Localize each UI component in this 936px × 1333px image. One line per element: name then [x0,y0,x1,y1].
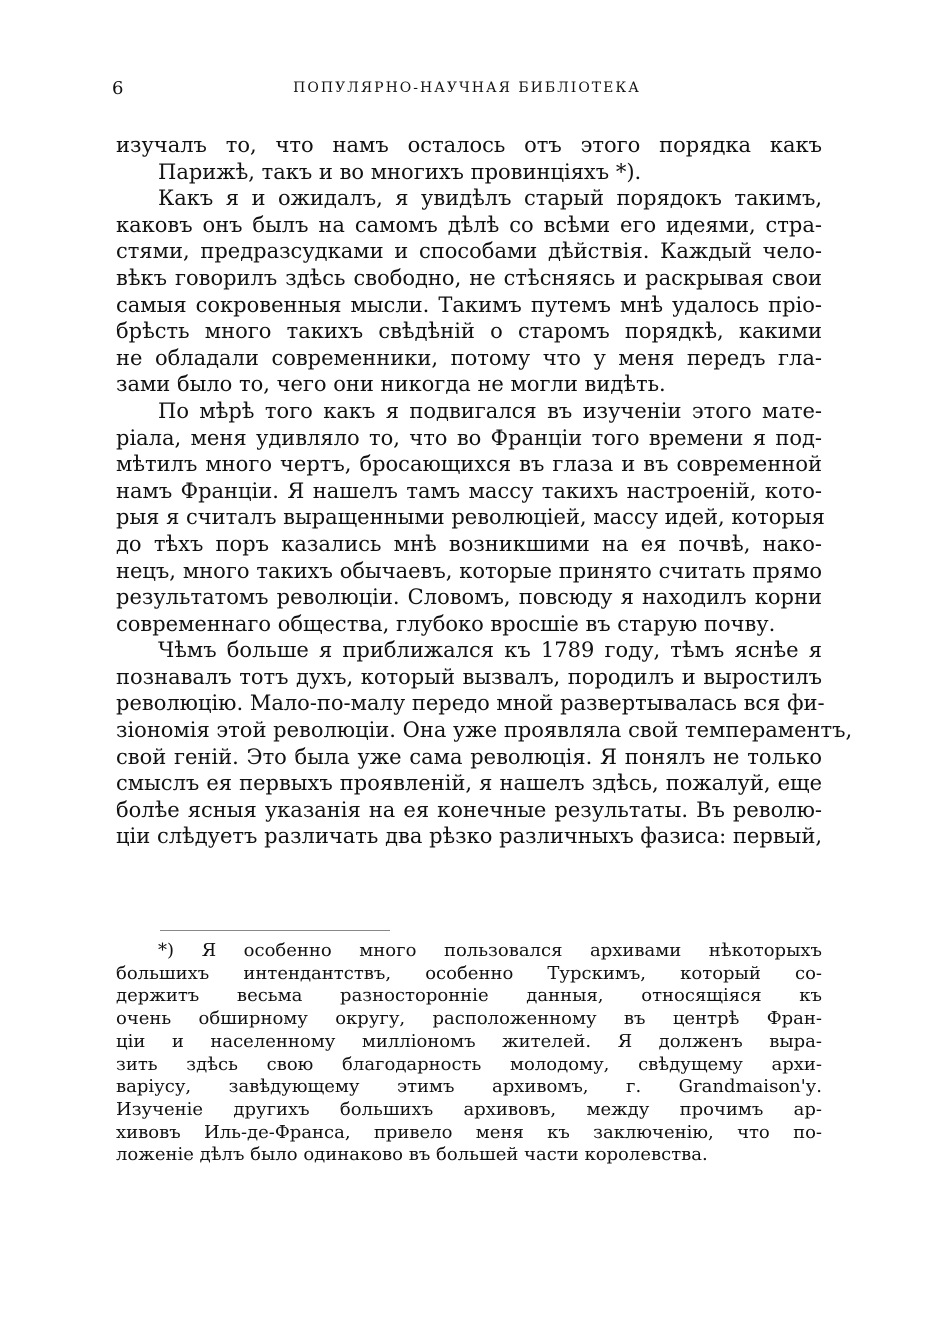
page-number: 6 [112,78,124,99]
footnote-line: хивовъ Иль-де-Франса, привело меня къ заключенію, что по- [116,1121,822,1143]
main-text [116,132,853,850]
text-line: не обладали современники, потому что у меня передъ гла- [116,345,822,370]
page-header [112,78,822,102]
text-line: Парижѣ, такъ и во многихъ провинціяхъ *). [158,159,642,184]
footnote-line: большихъ интендантствъ, особенно Турскимъ, который со- [116,962,822,984]
text-line: рыя я считалъ выращенными революціей, массу идей, которыя [116,505,825,530]
running-title: ПОПУЛЯРНО-НАУЧНАЯ БИБЛІОТЕКА [293,80,641,96]
text-line: свой геній. Это была уже сама революція. Я понялъ не только [116,744,822,769]
text-line: нецъ, много такихъ обычаевъ, которые принято считать прямо [116,558,822,583]
text-line: По мѣрѣ того какъ я подвигался въ изученіи этого мате- [158,398,822,423]
text-line: брѣсть много такихъ свѣдѣній о старомъ порядкѣ, какими [116,319,822,344]
text-line: революцію. Мало-по-малу передо мной развертывалась вся фи- [116,691,825,716]
text-line: каковъ онъ былъ на самомъ дѣлѣ со всѣми его идеями, стра- [116,212,822,237]
text-line: стями, предразсудками и способами дѣйствія. Каждый чело- [116,239,822,264]
text-line: намъ Франціи. Я нашелъ тамъ массу такихъ настроеній, кото- [116,478,822,503]
text-line: зами было то, чего они никогда не могли видѣть. [116,372,666,397]
footnote-line: Изученіе другихъ большихъ архивовъ, между прочимъ ар- [116,1098,822,1120]
footnote-separator [160,930,390,931]
text-line: зіономія этой революціи. Она уже проявляла свой темпераментъ, [116,718,853,743]
text-line: до тѣхъ поръ казались мнѣ возникшими на ея почвѣ, нако- [116,531,822,556]
text-line: результатомъ революціи. Словомъ, повсюду я находилъ корни [116,585,822,610]
text-line: познавалъ тотъ духъ, который вызвалъ, породилъ и выростилъ [116,664,822,689]
text-line: Какъ я и ожидалъ, я увидѣлъ старый порядокъ такимъ, [158,186,822,211]
text-line: изучалъ то, что намъ осталось отъ этого порядка какъ [116,133,822,157]
text-line: мѣтилъ много чертъ, бросающихся въ глаза и въ современной [116,452,822,477]
footnote-line: ложеніе дѣлъ было одинаково въ большей части королевства. [116,1144,708,1166]
footnote-line: *) Я особенно много пользовался архивами нѣкоторыхъ [158,940,822,961]
text-line: самыя сокровенныя мысли. Такимъ путемъ мнѣ удалось пріо- [116,292,822,317]
footnote-line: очень обширному округу, расположенному въ центрѣ Фран- [116,1008,822,1030]
text-line: смыслъ ея первыхъ проявленій, я нашелъ здѣсь, пожалуй, еще [116,771,822,796]
text-line: болѣе ясныя указанія на ея конечные результаты. Въ револю- [116,797,822,822]
footnote-line: ціи и населенному милліономъ жителей. Я долженъ выра- [116,1030,822,1052]
text-line: Чѣмъ больше я приближался къ 1789 году, тѣмъ яснѣе я [158,638,822,663]
text-line: ціи слѣдуетъ различать два рѣзко различныхъ фазиса: первый, [116,824,822,849]
text-line: ріала, меня удивляло то, что во Франціи того времени я под- [116,425,822,450]
footnote [116,940,822,1167]
text-line: вѣкъ говорилъ здѣсь свободно, не стѣсняясь и раскрывая свои [116,265,822,290]
footnote-line: держитъ весьма разносторонніе данныя, относящіяся къ [116,985,822,1007]
footnote-line: варіусу, завѣдующему этимъ архивомъ, г. Grandmaison'у. [116,1076,822,1098]
text-line: современнаго общества, глубоко вросшіе въ старую почву. [116,611,776,636]
footnote-line: зить здѣсь свою благодарность молодому, свѣдущему архи- [116,1053,822,1075]
